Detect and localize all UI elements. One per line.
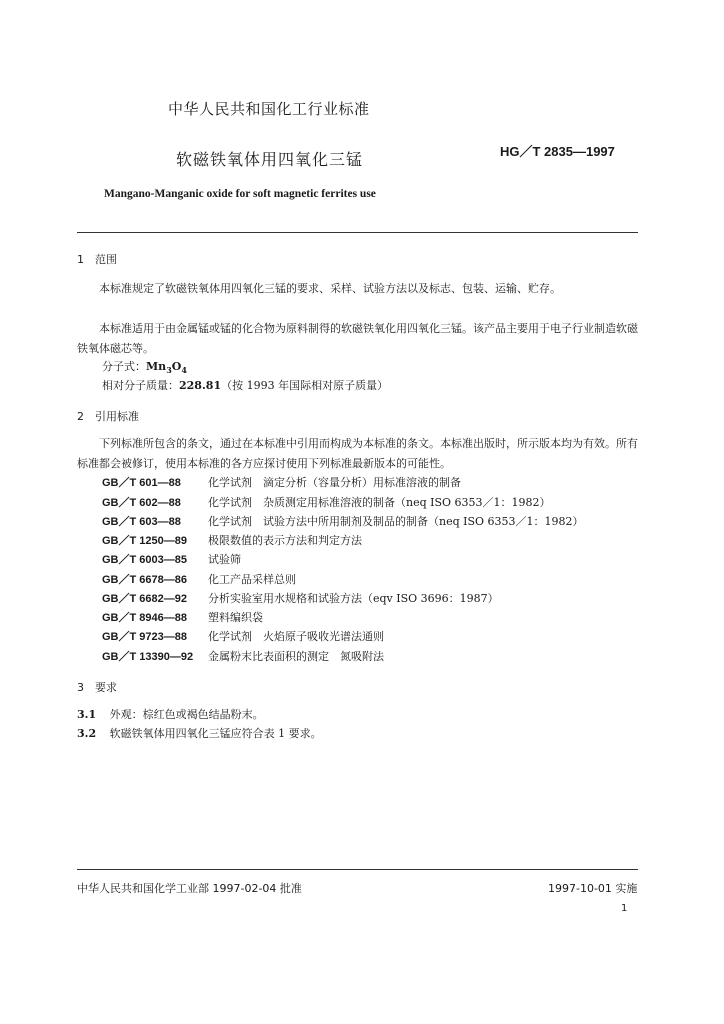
reference-code: GB／T 602—88 <box>102 497 181 509</box>
mass-label: 相对分子质量： <box>102 379 179 392</box>
english-title: Mangano-Manganic oxide for soft magnetic ferrites use <box>104 188 376 200</box>
reference-title: 化学试剂 试验方法中所用制剂及制品的制备（neq ISO 6353／1：1982） <box>208 515 584 528</box>
section-1-para-1: 本标准规定了软磁铁氧体用四氧化三锰的要求、采样、试验方法以及标志、包装、运输、贮存。 <box>99 282 561 295</box>
reference-row <box>102 551 241 569</box>
reference-code: GB／T 13390—92 <box>102 651 194 663</box>
footer-divider <box>77 869 638 870</box>
reference-title: 化工产品采样总则 <box>208 573 296 586</box>
formula-sub-4: 4 <box>181 365 187 376</box>
reference-row <box>102 609 263 627</box>
mass-note: （按 1993 年国际相对原子质量） <box>221 379 389 392</box>
mass-value: 228.81 <box>179 379 222 392</box>
reference-title: 塑料编织袋 <box>208 611 263 624</box>
reference-title: 分析实验室用水规格和试验方法（eqv ISO 3696：1987） <box>208 592 499 605</box>
formula-sub-3: 3 <box>166 365 172 376</box>
formula-label: 分子式： <box>102 360 146 373</box>
reference-row <box>102 648 384 666</box>
reference-row <box>102 628 384 646</box>
reference-title: 试验筛 <box>208 553 241 566</box>
reference-title: 极限数值的表示方法和判定方法 <box>208 534 362 547</box>
clause-3-2 <box>77 724 322 744</box>
section-3-heading: 3 要求 <box>77 681 117 694</box>
reference-row <box>102 590 499 608</box>
molecular-mass <box>102 376 388 396</box>
reference-code: GB／T 603—88 <box>102 516 181 528</box>
reference-code: GB／T 8946—88 <box>102 612 187 624</box>
approval-line: 中华人民共和国化学工业部 1997-02-04 批准 <box>77 882 302 895</box>
reference-code: GB／T 1250—89 <box>102 535 187 547</box>
reference-row <box>102 494 551 512</box>
document-title: 软磁铁氧体用四氧化三锰 <box>176 150 364 169</box>
clause-3-1 <box>77 705 264 725</box>
reference-code: GB／T 9723—88 <box>102 631 187 643</box>
reference-row <box>102 571 296 589</box>
formula-o: O <box>171 360 182 373</box>
standard-type-header: 中华人民共和国化工行业标准 <box>168 100 370 118</box>
reference-title: 化学试剂 滴定分析（容量分析）用标准溶液的制备 <box>208 476 461 489</box>
reference-title: 化学试剂 火焰原子吸收光谱法通则 <box>208 630 384 643</box>
reference-title: 化学试剂 杂质测定用标准溶液的制备（neq ISO 6353／1：1982） <box>208 496 551 509</box>
section-2-heading: 2 引用标准 <box>77 410 139 423</box>
standard-code: HG／T 2835—1997 <box>500 144 615 159</box>
reference-code: GB／T 6003—85 <box>102 554 187 566</box>
section-1-heading: 1 范围 <box>77 253 117 266</box>
reference-row <box>102 532 362 550</box>
section-1-para-2: 本标准适用于由金属锰或锰的化合物为原料制得的软磁铁氧化用四氧化三锰。该产品主要用于电子行业制造软磁铁氧体磁芯等。 <box>77 322 638 355</box>
reference-row <box>102 474 461 492</box>
reference-code: GB／T 6682—92 <box>102 593 187 605</box>
reference-row <box>102 513 584 531</box>
clause-number: 3.1 <box>77 708 97 721</box>
implementation-date: 1997-10-01 实施 <box>548 882 638 895</box>
reference-code: GB／T 601—88 <box>102 477 181 489</box>
section-2-intro: 下列标准所包含的条文，通过在本标准中引用而构成为本标准的条文。本标准出版时，所示版本均为有效。所有标准都会被修订，使用本标准的各方应探讨使用下列标准最新版本的可能性。 <box>77 437 638 470</box>
formula-mn: Mn <box>146 360 167 373</box>
reference-title: 金属粉末比表面积的测定 氮吸附法 <box>208 650 384 663</box>
clause-text: 软磁铁氧体用四氧化三锰应符合表 1 要求。 <box>109 727 322 740</box>
header-divider <box>77 232 638 233</box>
page-number: 1 <box>621 903 628 914</box>
clause-number: 3.2 <box>77 727 97 740</box>
reference-code: GB／T 6678—86 <box>102 574 187 586</box>
clause-text: 外观：棕红色或褐色结晶粉末。 <box>109 708 264 721</box>
